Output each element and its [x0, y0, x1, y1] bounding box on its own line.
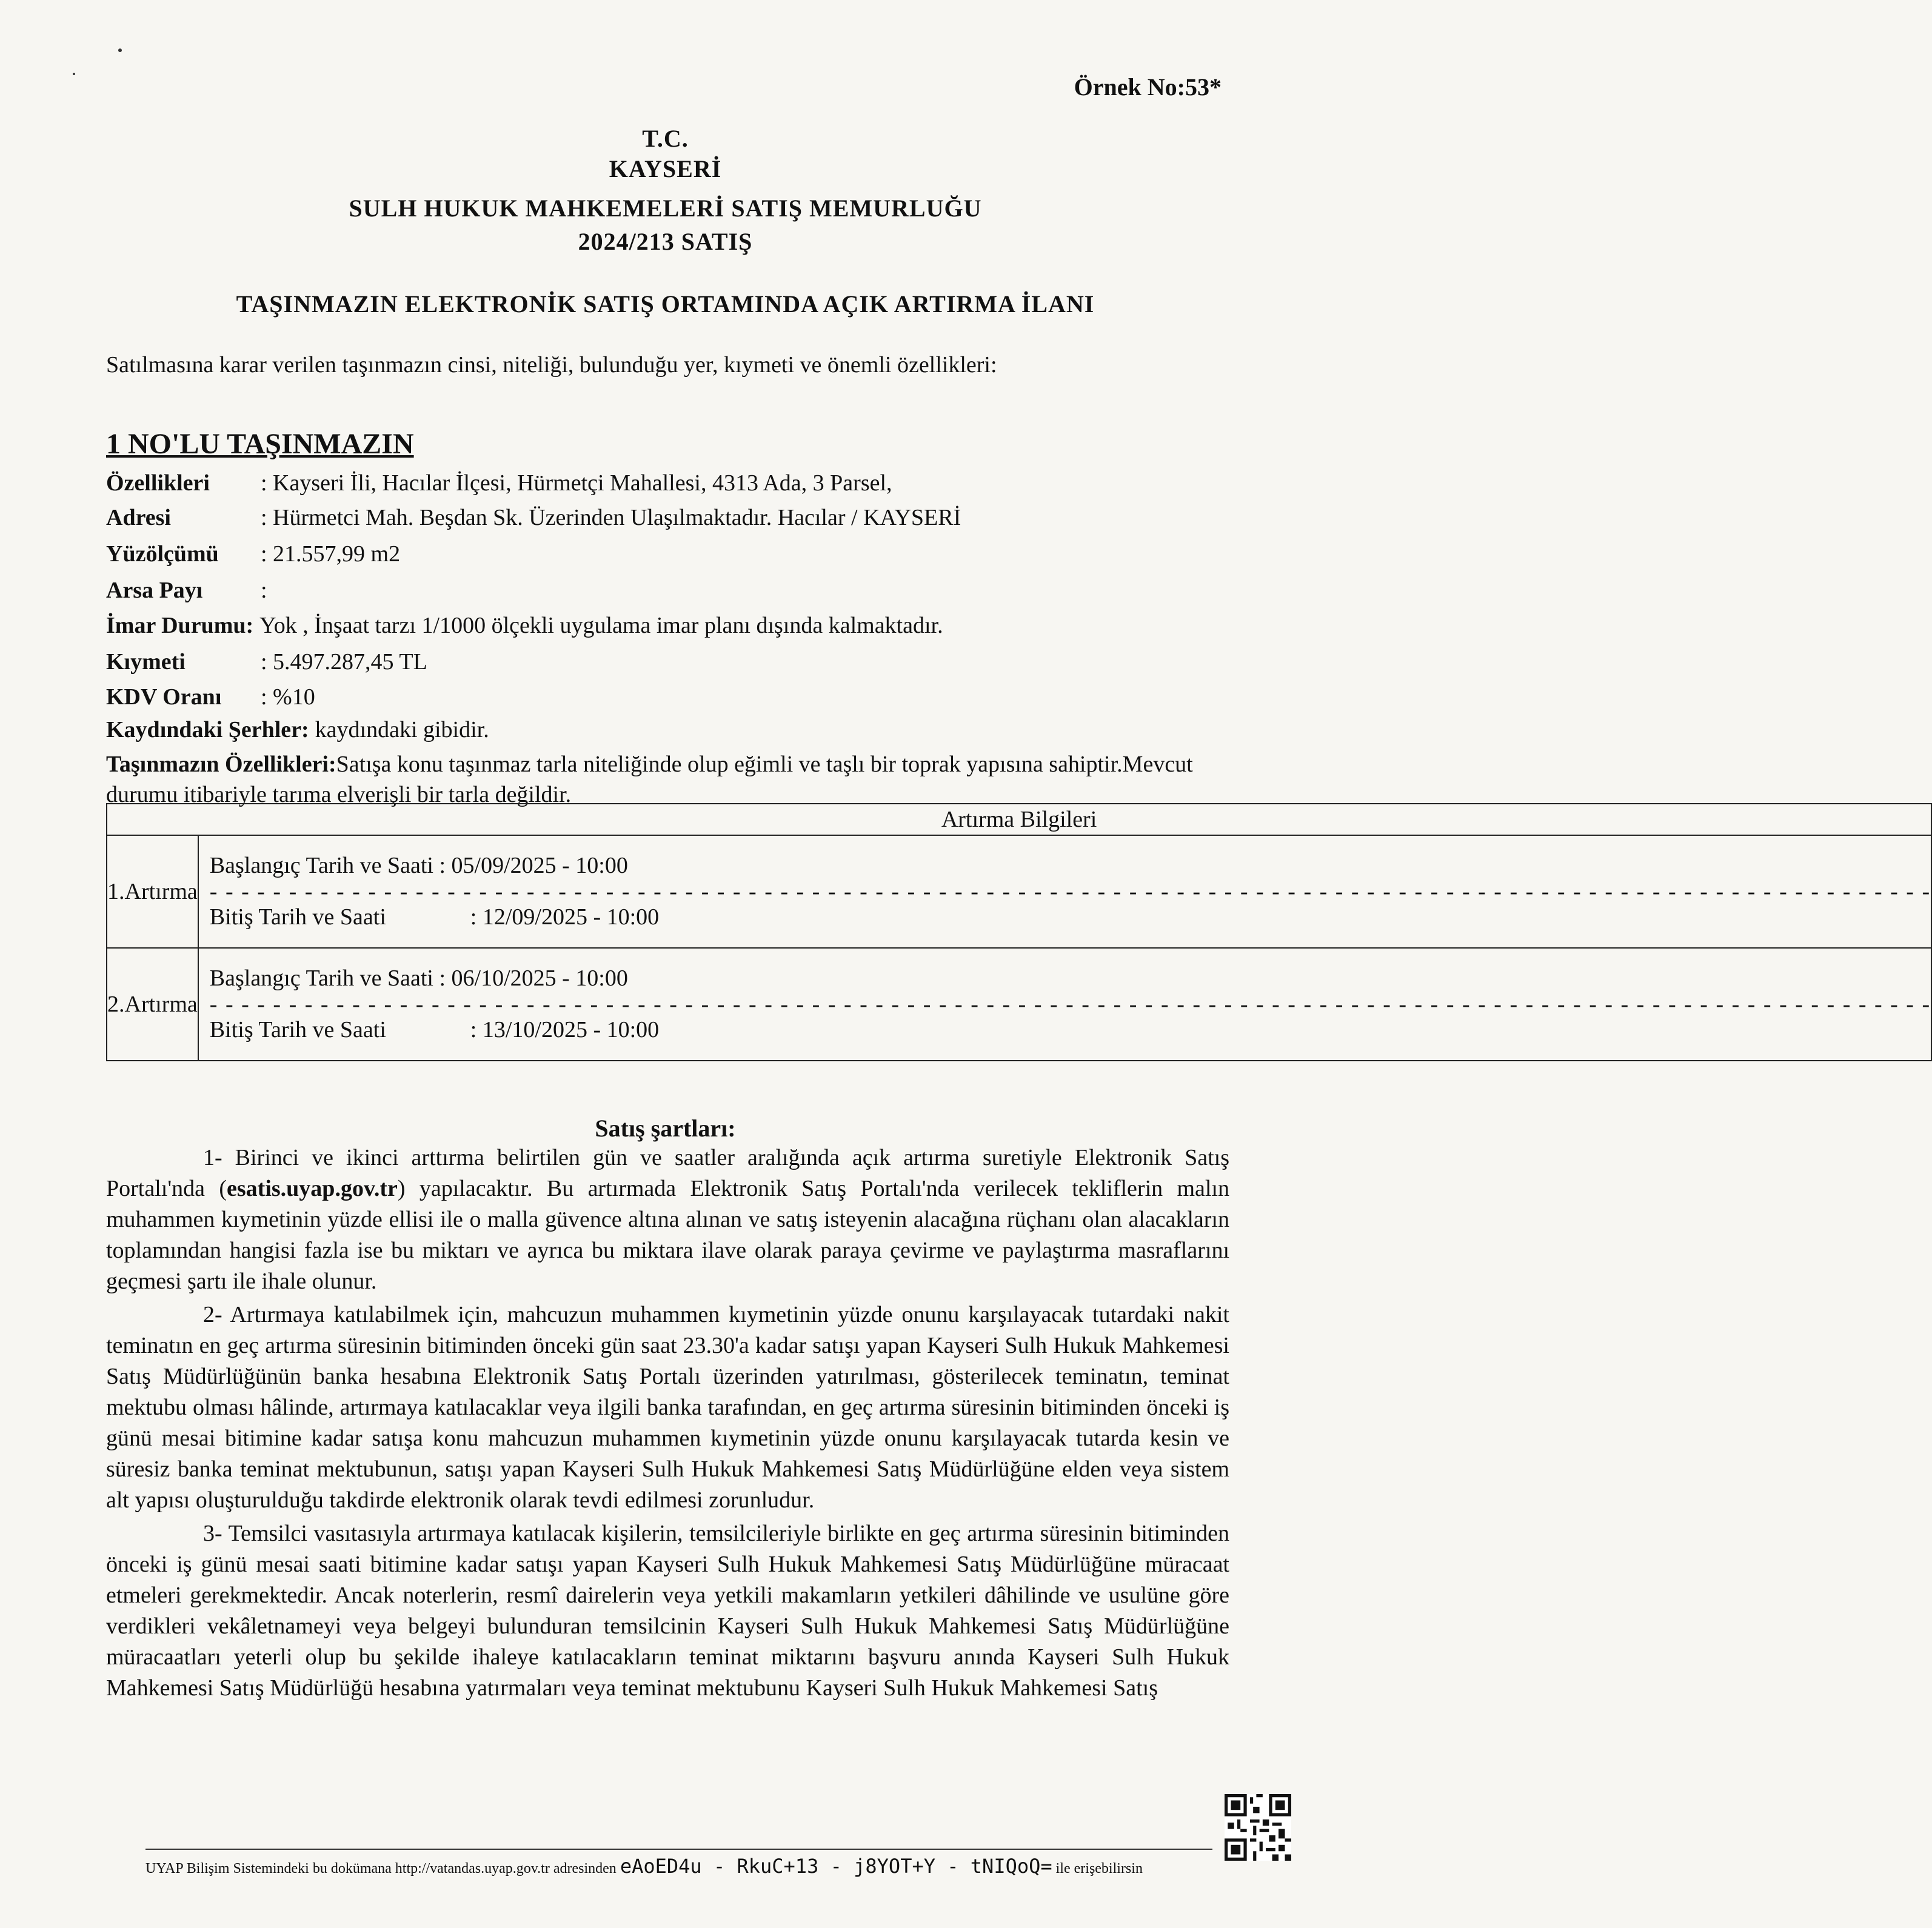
property-label: Arsa Payı: [106, 578, 203, 603]
property-value: :: [261, 578, 267, 603]
auction-round-name: 1.Artırma: [107, 835, 198, 948]
auction-round-name: 2.Artırma: [107, 948, 198, 1061]
term-paragraph-2: 2- Artırmaya katılabilmek için, mahcuzun muhammen kıymetinin yüzde onunu karşılayacak tutardaki nakit teminatın en geç artırma süresinin bitiminden önceki gün saat 23.30'a kadar satışı yapan Kayseri Sulh Hukuk Mahkemesi Satış Müdürlüğünün banka hesabına Elektronik Satış Portalı üzerinden yatırılması, gösterilecek teminatın, teminat mektubu olması hâlinde, artırmaya katılacaklar veya ilgili banka tarafından, en geç artırma süresinin bitiminden önceki iş günü mesai bitimine kadar satışa konu mahcuzun muhammen kıymetinin yüzde onunu karşılayacak tutarda kesin ve süresiz banka teminat mektubunun, satışı yapan Kayseri Sulh Hukuk Mahkemesi Satış Müdürlüğüne elden veya sistem alt yapısı oluşturulduğu takdirde elektronik olarak tevdi edilmesi zorunludur.: [106, 1302, 1229, 1513]
terms-title: Satış şartları:: [595, 1115, 736, 1142]
header-office: SULH HUKUK MAHKEMELERİ SATIŞ MEMURLUĞU: [349, 195, 982, 222]
header-case-no: 2024/213 SATIŞ: [578, 228, 753, 255]
dash-separator: - - - - - - - - - - - - - - - - - - - - - - - - - - - - - - - - - - - - - - - - - - - - - - - - - - - - - - - - - - - - - - - - - - - - - - - - - - - - - - - - - - - - - - - - - - - - - - - - - - - - - - - - - - - - -: [209, 879, 1931, 904]
end-label: Bitiş Tarih ve Saati: [209, 1017, 386, 1042]
property-value: : 5.497.287,45 TL: [261, 649, 427, 675]
property-value: Yok , İnşaat tarzı 1/1000 ölçekli uygulama imar planı dışında kalmaktadır.: [259, 613, 943, 638]
property-value: kaydındaki gibidir.: [315, 717, 489, 742]
page-title: TAŞINMAZIN ELEKTRONİK SATIŞ ORTAMINDA AÇIK ARTIRMA İLANI: [236, 290, 1095, 318]
property-label: İmar Durumu:: [106, 613, 254, 638]
header-city: KAYSERİ: [609, 155, 722, 182]
property-value: : Hürmetci Mah. Beşdan Sk. Üzerinden Ulaşılmaktadır. Hacılar / KAYSERİ: [261, 505, 961, 530]
auction-round-row: [107, 835, 1931, 948]
start-label: Başlangıç Tarih ve Saati: [209, 853, 433, 878]
property-features-label: Taşınmazın Özellikleri:: [106, 752, 336, 777]
property-row: [106, 577, 267, 613]
property-section-title: 1 NO'LU TAŞINMAZIN: [106, 428, 414, 460]
header-tc: T.C.: [642, 125, 689, 152]
term-1-text: 1- Birinci ve ikinci arttırma belirtilen gün ve saatler aralığında açık artırma suretiyle Elektronik Satış Portalı'nda (: [106, 1145, 1229, 1201]
property-row: [106, 684, 315, 720]
auction-table: [106, 803, 1932, 1061]
property-value: : 21.557,99 m2: [261, 541, 401, 567]
portal-link[interactable]: esatis.uyap.gov.tr: [227, 1176, 398, 1201]
property-label: KDV Oranı: [106, 684, 222, 710]
property-row: [106, 612, 943, 649]
start-datetime: : 05/09/2025 - 10:00: [439, 853, 628, 878]
property-row: [106, 649, 427, 685]
start-label: Başlangıç Tarih ve Saati: [209, 966, 433, 991]
property-features: [106, 749, 1222, 810]
property-row: [106, 716, 489, 753]
term-paragraph-3: 3- Temsilci vasıtasıyla artırmaya katılacak kişilerin, temsilcileriyle birlikte en geç artırma süresinin bitiminden önceki iş günü mesai saati bitimine kadar satışı yapan Kayseri Sulh Hukuk Mahkemesi Satış Müdürlüğüne müracaat etmeleri gerekmektedir. Ancak noterlerin, resmî dairelerin veya yetkili makamların yetkileri dâhilinde ve usulüne göre verdikleri vekâletnameyi veya belgeyi bulunduran temsilcinin Kayseri Sulh Hukuk Mahkemesi Satış Müdürlüğüne müracaatları yeterli olup bu şekilde ihaleye katılacakların teminat miktarını başvuru anında Kayseri Sulh Hukuk Mahkemesi Satış Müdürlüğü hesabına yatırmaları veya teminat mektubunu Kayseri Sulh Hukuk Mahkemesi Satış: [106, 1521, 1229, 1701]
auction-round-dates: [198, 948, 1931, 1061]
qr-code-icon: [1225, 1794, 1291, 1861]
dash-separator: - - - - - - - - - - - - - - - - - - - - - - - - - - - - - - - - - - - - - - - - - - - - - - - - - - - - - - - - - - - - - - - - - - - - - - - - - - - - - - - - - - - - - - - - - - - - - - - - - - - - - - - - - - - - -: [209, 992, 1931, 1017]
term-1-text-cont: ) yapılacaktır. Bu artırmada Elektronik Satış Portalı'nda verilecek tekliflerin malın muhammen kıymetinin yüzde ellisi ile o malla güvence altına alınan ve satış isteyenin alacağına rüçhanı olan alacakların toplamından hangisi fazla ise bu miktarı ve ayrıca bu miktara ilave olarak paraya çevirme ve paylaştırma masraflarını geçmesi şartı ile ihale olunur.: [106, 1176, 1229, 1294]
property-label: Adresi: [106, 505, 171, 530]
footer-prefix: UYAP Bilişim Sistemindeki bu dokümana http://vatandas.uyap.gov.tr adresinden: [145, 1861, 617, 1876]
property-row: [106, 470, 892, 506]
property-value: : Kayseri İli, Hacılar İlçesi, Hürmetçi Mahallesi, 4313 Ada, 3 Parsel,: [261, 470, 892, 496]
property-label: Kıymeti: [106, 649, 186, 675]
auction-table-header: Artırma Bilgileri: [107, 804, 1931, 835]
footer-divider: [145, 1849, 1212, 1850]
end-label: Bitiş Tarih ve Saati: [209, 904, 386, 930]
footer-access-code: eAoED4u - RkuC+13 - j8YOT+Y - tNIQoQ=: [620, 1855, 1052, 1878]
footer-suffix: ile erişebilirsin: [1055, 1861, 1143, 1876]
property-label: Özellikleri: [106, 470, 210, 496]
scan-speck: [118, 48, 122, 52]
terms-body: [106, 1142, 1229, 1706]
scan-speck: [73, 73, 75, 75]
property-features-text: Satışa konu taşınmaz tarla niteliğinde olup eğimli ve taşlı bir toprak yapısına sahiptir.Mevcut durumu itibariyle tarıma elverişli bir tarla değildir.: [106, 752, 1193, 807]
intro-text: Satılmasına karar verilen taşınmazın cinsi, niteliği, bulunduğu yer, kıymeti ve önemli özellikleri:: [106, 352, 997, 378]
auction-round-dates: [198, 835, 1931, 948]
auction-round-row: [107, 948, 1931, 1061]
end-datetime: : 13/10/2025 - 10:00: [470, 1017, 660, 1042]
property-row: [106, 504, 961, 541]
property-value: : %10: [261, 684, 315, 710]
sample-number: Örnek No:53*: [1074, 73, 1222, 101]
start-datetime: : 06/10/2025 - 10:00: [439, 966, 628, 991]
property-row: [106, 541, 400, 577]
property-label: Kaydındaki Şerhler:: [106, 717, 309, 742]
term-paragraph-1: [106, 1142, 1229, 1297]
footer: [145, 1855, 1143, 1878]
end-datetime: : 12/09/2025 - 10:00: [470, 904, 660, 930]
property-label: Yüzölçümü: [106, 541, 219, 567]
